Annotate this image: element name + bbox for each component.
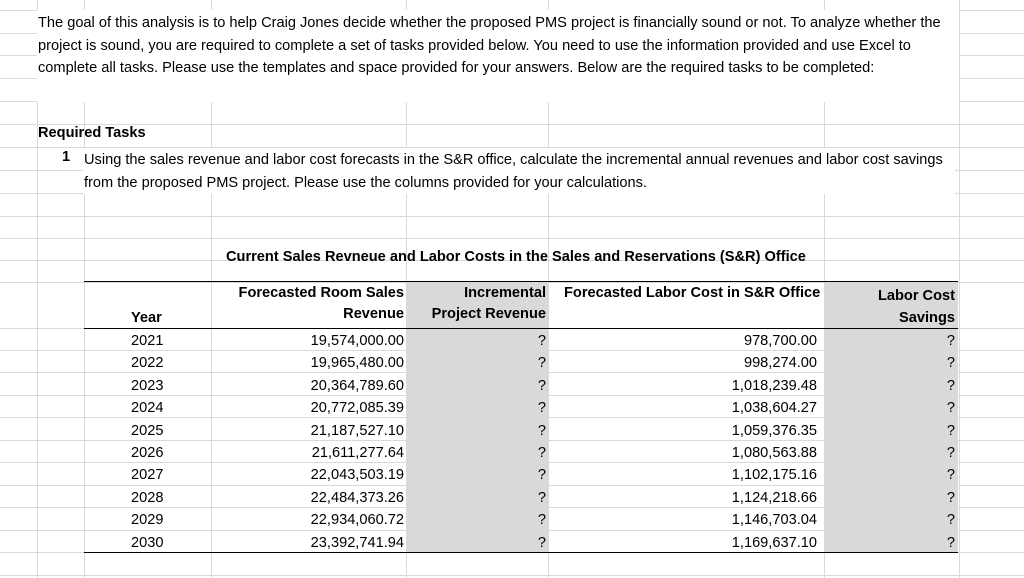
- labor-savings-cell: ?: [946, 489, 955, 506]
- room-sales-cell: 22,043,503.19: [310, 467, 404, 484]
- room-sales-cell: 23,392,741.94: [310, 534, 404, 551]
- room-sales-cell: 19,965,480.00: [310, 355, 404, 372]
- header-labor-cost: Forecasted Labor Cost in S&R Office: [564, 285, 821, 301]
- labor-savings-cell: ?: [946, 467, 955, 484]
- year-cell: 2029: [131, 512, 164, 529]
- labor-savings-cell: ?: [946, 445, 955, 461]
- header-savings-line2: Savings: [899, 310, 955, 326]
- incremental-revenue-cell: ?: [537, 400, 546, 417]
- incremental-revenue-cell: ?: [537, 445, 546, 461]
- incremental-revenue-cell: ?: [537, 534, 546, 551]
- labor-cost-cell: 1,038,604.27: [731, 400, 817, 417]
- header-room-sales-line2: Revenue: [343, 306, 404, 322]
- year-cell: 2023: [131, 377, 164, 394]
- labor-cost-cell: 1,059,376.35: [731, 422, 817, 439]
- year-cell: 2022: [131, 355, 164, 372]
- labor-savings-cell: ?: [946, 333, 955, 349]
- task-number: 1: [62, 149, 71, 165]
- labor-savings-cell: ?: [946, 400, 955, 417]
- labor-cost-cell: 1,102,175.16: [731, 467, 817, 484]
- room-sales-cell: 21,187,527.10: [310, 422, 404, 439]
- intro-paragraph: The goal of this analysis is to help Craig Jones decide whether the proposed PMS project is financially sound or not. To analyze whether the project is sound, you are required to complete a set of tasks provided below. You need to use the information provided and use Excel to complete all tasks. Please use the templates and space provided for your answers. Below are the required tasks to be completed:: [38, 15, 941, 76]
- room-sales-cell: 22,934,060.72: [310, 512, 404, 529]
- labor-cost-cell: 998,274.00: [743, 355, 817, 372]
- year-cell: 2021: [131, 333, 164, 349]
- labor-cost-cell: 1,169,637.10: [731, 534, 817, 551]
- labor-savings-cell: ?: [946, 377, 955, 394]
- labor-cost-cell: 1,124,218.66: [731, 489, 817, 506]
- room-sales-cell: 20,364,789.60: [310, 377, 404, 394]
- year-cell: 2026: [131, 445, 164, 461]
- task-description: Using the sales revenue and labor cost forecasts in the S&R office, calculate the incremental annual revenues and labor cost savings from the proposed PMS project. Please use the columns provided for your calculations.: [84, 152, 943, 191]
- labor-cost-cell: 978,700.00: [743, 333, 817, 349]
- labor-cost-cell: 1,146,703.04: [731, 512, 817, 529]
- labor-savings-cell: ?: [946, 355, 955, 372]
- header-incremental-line1: Incremental: [464, 285, 546, 301]
- incremental-revenue-cell: ?: [537, 333, 546, 349]
- header-bottom-rule: [84, 328, 958, 329]
- header-year: Year: [131, 310, 162, 326]
- incremental-revenue-cell: ?: [537, 467, 546, 484]
- header-savings-line1: Labor Cost: [877, 288, 955, 304]
- year-cell: 2024: [131, 400, 164, 417]
- labor-savings-cell: ?: [946, 534, 955, 551]
- incremental-revenue-cell: ?: [537, 489, 546, 506]
- table-title: Current Sales Revneue and Labor Costs in the Sales and Reservations (S&R) Office: [226, 249, 806, 265]
- room-sales-cell: 20,772,085.39: [310, 400, 404, 417]
- year-cell: 2027: [131, 467, 164, 484]
- room-sales-cell: 21,611,277.64: [311, 445, 404, 461]
- table-top-rule: [84, 281, 958, 282]
- labor-savings-cell: ?: [946, 422, 955, 439]
- labor-cost-cell: 1,018,239.48: [731, 377, 817, 394]
- incremental-revenue-cell: ?: [537, 512, 546, 529]
- labor-savings-cell: ?: [946, 512, 955, 529]
- incremental-revenue-cell: ?: [537, 377, 546, 394]
- year-cell: 2030: [131, 534, 164, 551]
- year-cell: 2028: [131, 489, 164, 506]
- room-sales-cell: 19,574,000.00: [310, 333, 404, 349]
- header-room-sales-line1: Forecasted Room Sales: [238, 285, 404, 301]
- labor-cost-cell: 1,080,563.88: [731, 445, 817, 461]
- room-sales-cell: 22,484,373.26: [310, 489, 404, 506]
- incremental-revenue-cell: ?: [537, 422, 546, 439]
- incremental-revenue-cell: ?: [537, 355, 546, 372]
- required-tasks-heading: Required Tasks: [38, 125, 146, 141]
- header-incremental-line2: Project Revenue: [431, 306, 546, 322]
- year-cell: 2025: [131, 422, 164, 439]
